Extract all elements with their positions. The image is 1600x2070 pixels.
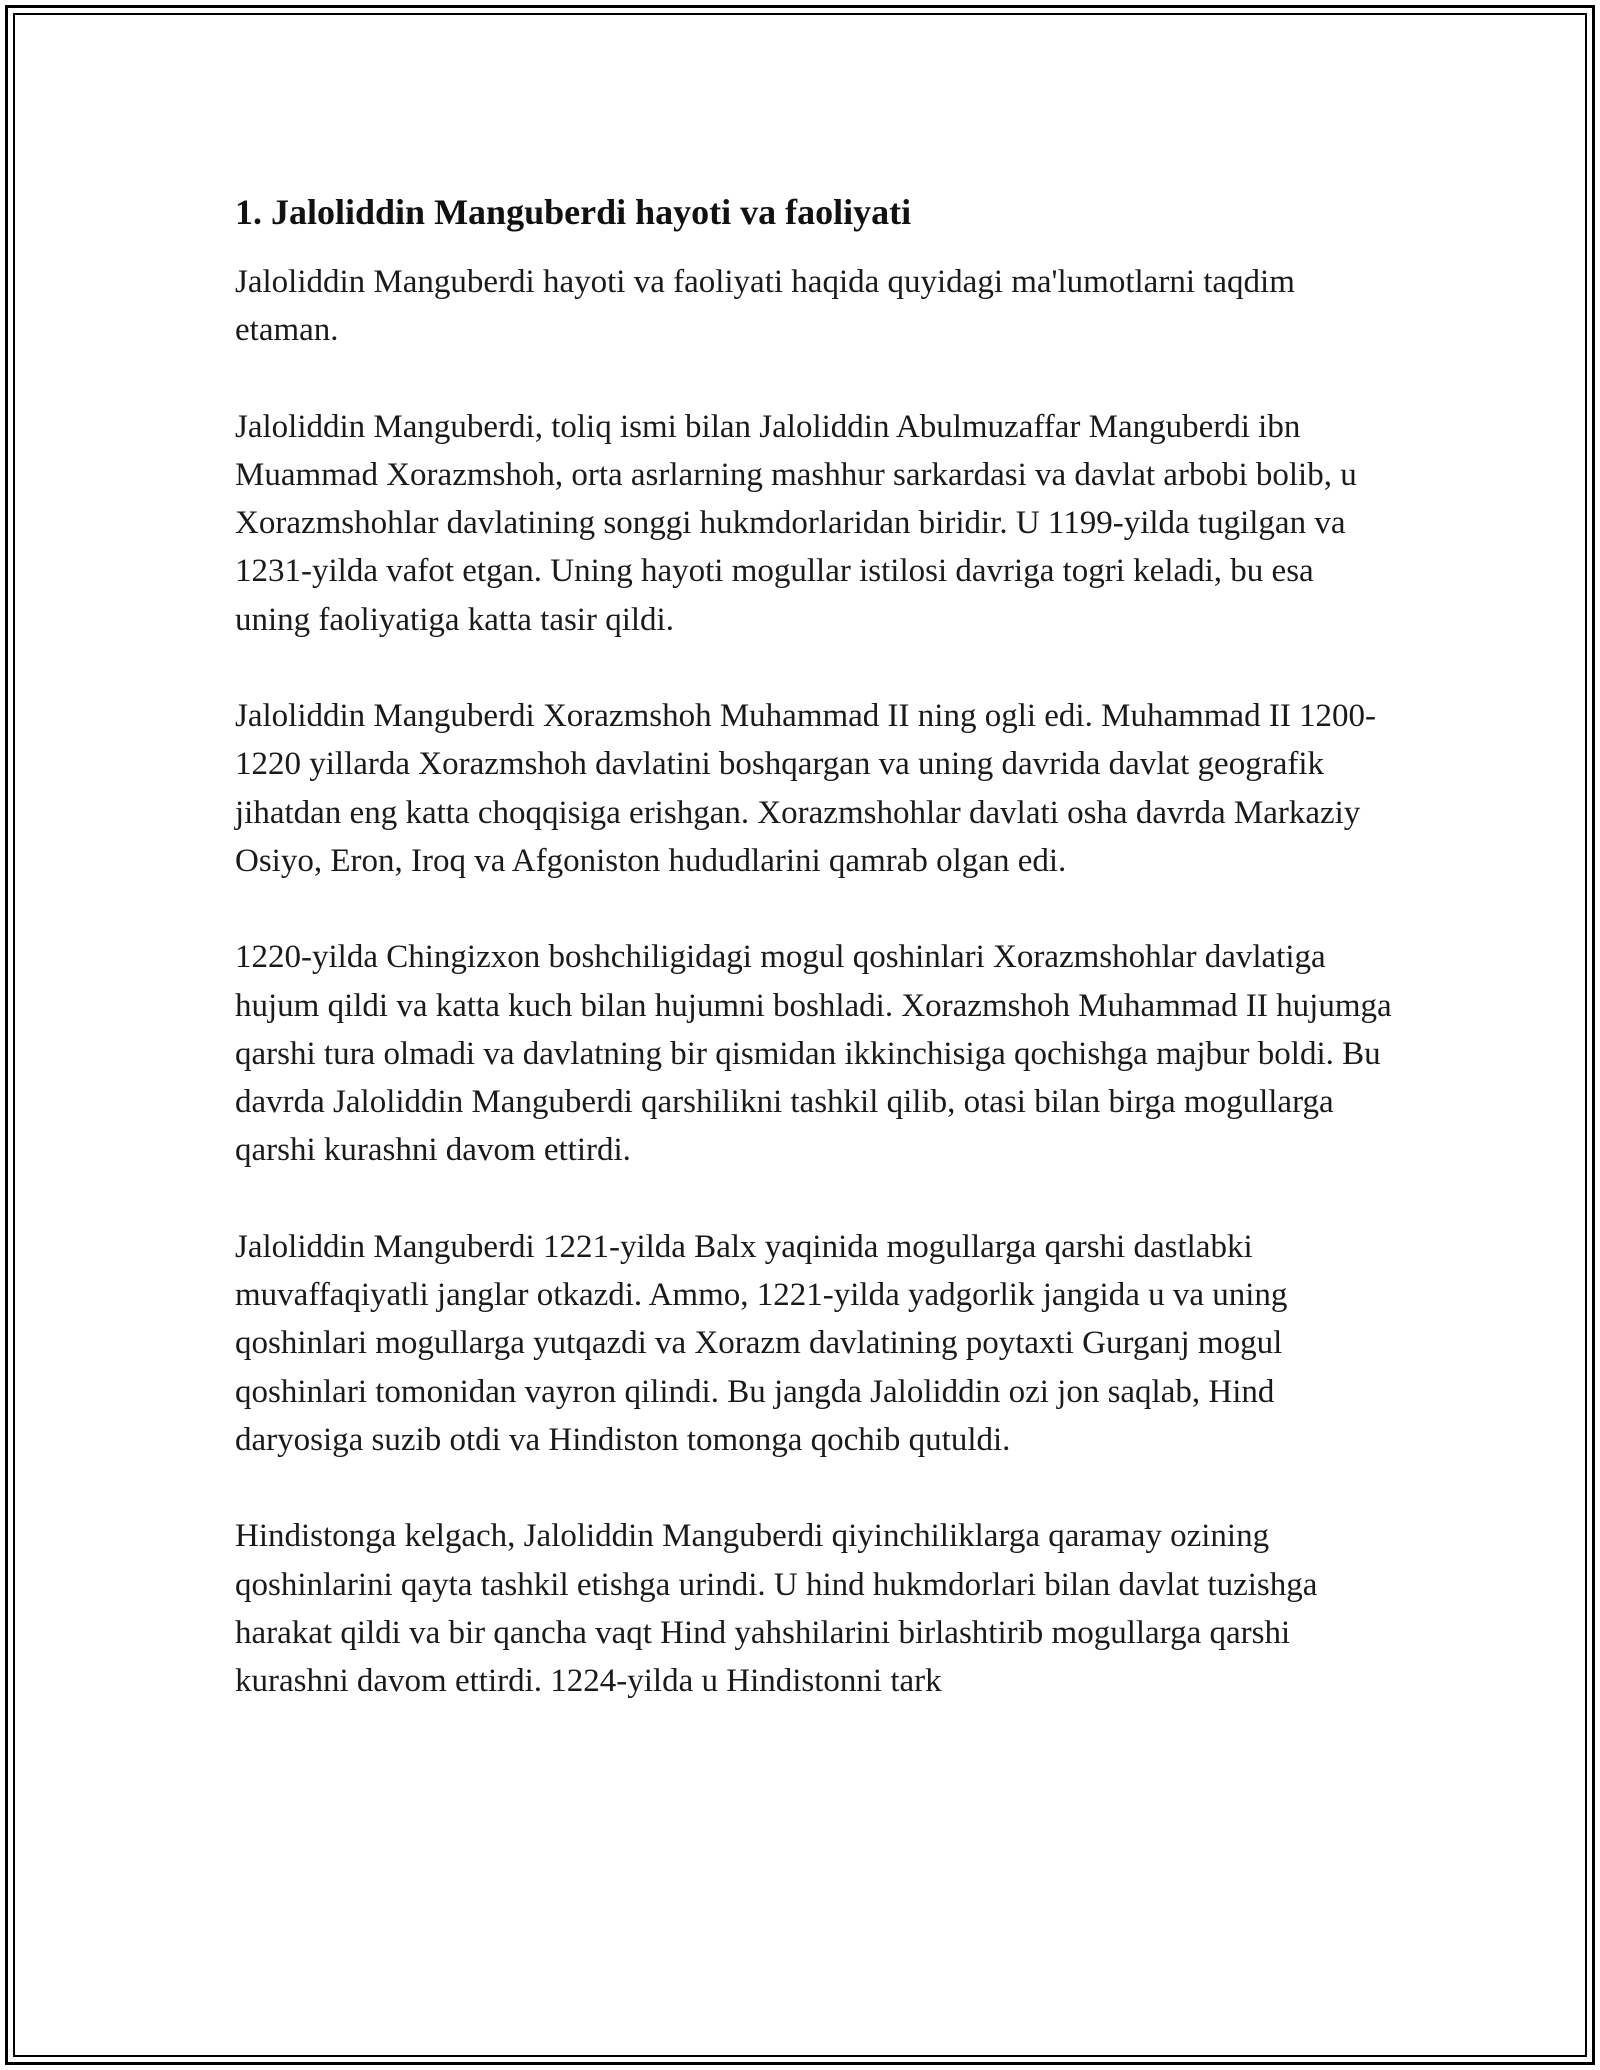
paragraph-father: Jaloliddin Manguberdi Xorazmshoh Muhammad II ning ogli edi. Muhammad II 1200-1220 yillarda Xorazmshoh davlatini boshqargan va uning davrida davlat geografik jihatdan eng katta choqqisiga erishgan. Xorazmshohlar davlati osha davrda Markaziy Osiyo, Eron, Iroq va Afgoniston hududlarini qamrab olgan edi.	[235, 698, 1377, 879]
paragraph-full-name: Jaloliddin Manguberdi, toliq ismi bilan Jaloliddin Abulmuzaffar Manguberdi ibn Muammad Xorazmshoh, orta asrlarning mashhur sarkardasi va davlat arbobi bolib, u Xorazmshohlar davlatining songgi hukmdorlaridan biridir. U 1199-yilda tugilgan va 1231-yilda vafot etgan. Uning hayoti mogullar istilosi davriga togri keladi, bu esa uning faoliyatiga katta tasir qildi.	[235, 408, 1357, 638]
section-heading: 1. Jaloliddin Manguberdi hayoti va faoliyati	[235, 192, 912, 232]
document-body	[235, 188, 1395, 1753]
paragraph-battles: Jaloliddin Manguberdi 1221-yilda Balx yaqinida mogullarga qarshi dastlabki muvaffaqiyatli janglar otkazdi. Ammo, 1221-yilda yadgorlik jangida u va uning qoshinlari mogullarga yutqazdi va Xorazm davlatining poytaxti Gurganj mogul qoshinlari tomonidan vayron qilindi. Bu jangda Jaloliddin ozi jon saqlab, Hind daryosiga suzib otdi va Hindiston tomonga qochib qutuldi.	[235, 1228, 1288, 1458]
paragraph-intro: Jaloliddin Manguberdi hayoti va faoliyati haqida quyidagi ma'lumotlarni taqdim etaman.	[235, 264, 1295, 349]
paragraph-mongol-invasion: 1220-yilda Chingizxon boshchiligidagi mogul qoshinlari Xorazmshohlar davlatiga hujum qildi va katta kuch bilan hujumni boshladi. Xorazmshoh Muhammad II hujumga qarshi tura olmadi va davlatning bir qismidan ikkinchisiga qochishga majbur boldi. Bu davrda Jaloliddin Manguberdi qarshilikni tashkil qilib, otasi bilan birga mogullarga qarshi kurashni davom ettirdi.	[235, 939, 1392, 1169]
paragraph-india: Hindistonga kelgach, Jaloliddin Manguberdi qiyinchiliklarga qaramay ozining qoshinlarini qayta tashkil etishga urindi. U hind hukmdorlari bilan davlat tuzishga harakat qildi va bir qancha vaqt Hind yahshilarini birlashtirib mogullarga qarshi kurashni davom ettirdi. 1224-yilda u Hindistonni tark	[235, 1518, 1318, 1700]
